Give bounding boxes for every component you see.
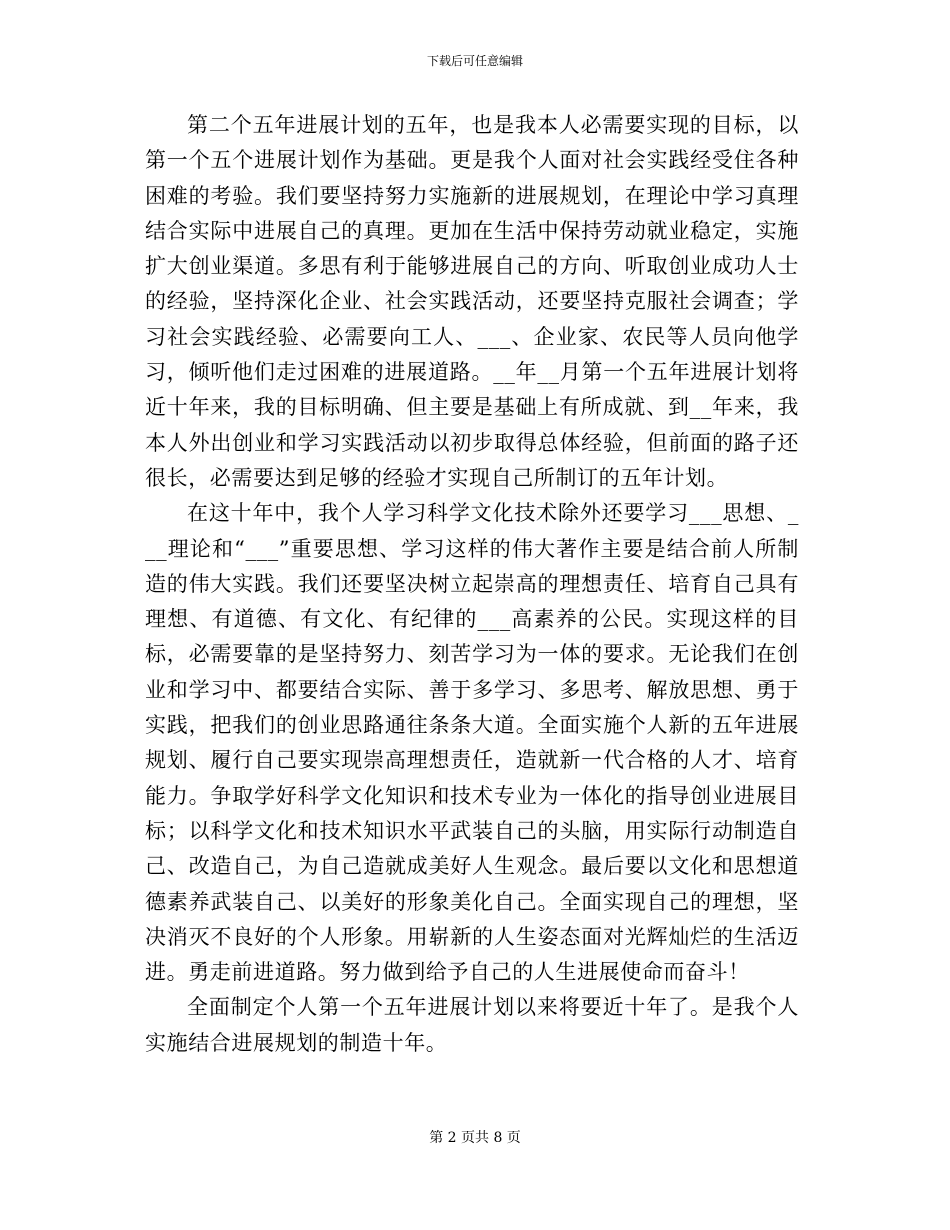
paragraph-2: 在这十年中，我个人学习科学文化技术除外还要学习___思想、___理论和“___”重要思想、学习这样的伟大著作主要是结合前人所制造的伟大实践。我们还要坚决树立起崇高的理想责任、培育自己具有理想、有道德、有文化、有纪律的___高素养的公民。实现这样的目标，必需要靠的是坚持努力、刻苦学习为一体的要求。无论我们在创业和学习中、都要结合实际、善于多学习、多思考、解放思想、勇于实践，把我们的创业思路通往条条大道。全面实施个人新的五年进展规划、履行自己要实现崇高理想责任，造就新一代合格的人才、培育能力。争取学好科学文化知识和技术专业为一体化的指导创业进展目标；以科学文化和技术知识水平武装自己的头脑，用实际行动制造自己、改造自己，为自己造就成美好人生观念。最后要以文化和思想道德素养武装自己、以美好的形象美化自己。全面实现自己的理想，坚决消灭不良好的个人形象。用崭新的人生姿态面对光辉灿烂的生活迈进。勇走前进道路。努力做到给予自己的人生进展使命而奋斗！: [145, 501, 799, 985]
paragraph-1: 第二个五年进展计划的五年，也是我本人必需要实现的目标，以第一个五个进展计划作为基础。更是我个人面对社会实践经受住各种困难的考验。我们要坚持努力实施新的进展规划，在理论中学习真理结合实际中进展自己的真理。更加在生活中保持劳动就业稳定，实施扩大创业渠道。多思有利于能够进展自己的方向、听取创业成功人士的经验，坚持深化企业、社会实践活动，还要坚持克服社会调查；学习社会实践经验、必需要向工人、___、企业家、农民等人员向他学习，倾听他们走过困难的进展道路。__年__月第一个五年进展计划将近十年来，我的目标明确、但主要是基础上有所成就、到__年来，我本人外出创业和学习实践活动以初步取得总体经验，但前面的路子还很长，必需要达到足够的经验才实现自己所制订的五年计划。: [145, 113, 799, 490]
page-number-footer: 第 2 页共 8 页: [429, 1130, 521, 1146]
page-header-note: 下载后可任意编辑: [426, 54, 523, 68]
paragraph-3: 全面制定个人第一个五年进展计划以来将要近十年了。是我个人实施结合进展规划的制造十年。: [145, 995, 799, 1055]
document-body: [145, 108, 799, 1061]
